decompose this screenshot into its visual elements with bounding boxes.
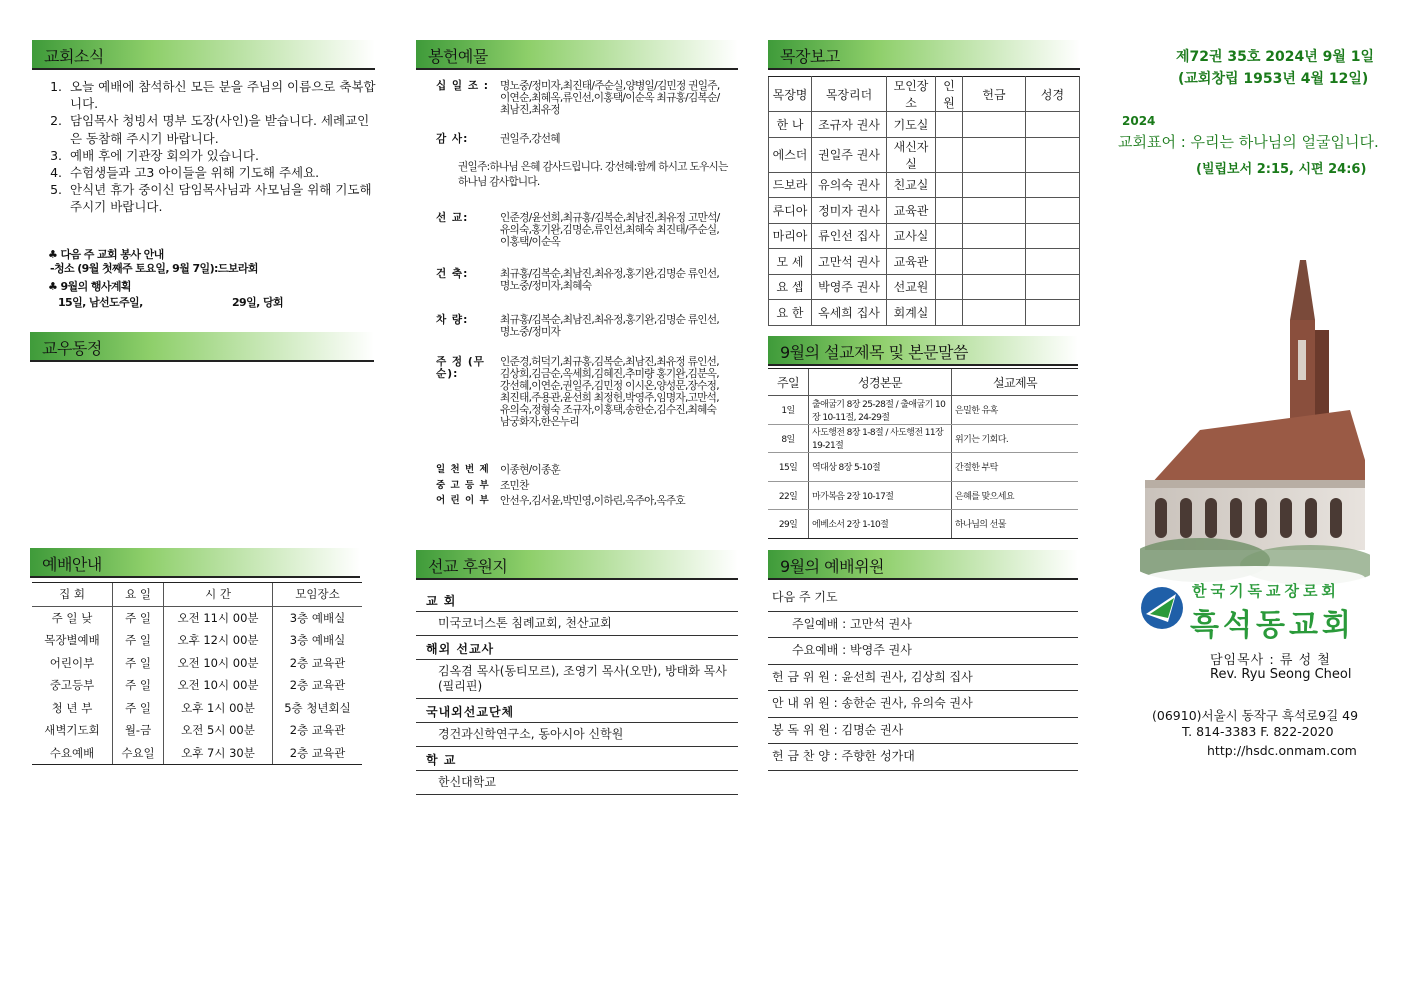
col-header: 모임장소 [273,583,363,607]
col-header: 주일 [768,369,809,396]
worship-table [32,582,362,765]
duty-header [768,550,1078,580]
website-link[interactable]: http://hsdc.onmam.com [1207,743,1357,758]
table-row: 22일 마가복음 2장 10-17절 은혜를 맞으세요 [768,481,1078,510]
col-header: 인원 [936,77,963,112]
church-name: 흑석동교회 [1190,608,1355,643]
table-row: 15일 역대상 8장 5-10절 간절한 부탁 [768,453,1078,482]
mission-category: 해외 선교사 [416,636,738,660]
motto: 교회표어 : 우리는 하나님의 얼굴입니다. [1118,133,1379,151]
news-list [46,78,376,216]
col-header: 성경 [1026,77,1080,112]
table-row: 목장별예배 주 일 오후 12시 00분 3층 예배실 [32,629,362,652]
address: (06910)서울시 동작구 흑석로9길 49 [1152,708,1359,723]
table-row: 주 일 낮 주 일 오전 11시 00분 3층 예배실 [32,606,362,629]
church-building-image [1140,260,1370,590]
duty-list [768,585,1078,771]
mission-title: 선교 후원지 [428,557,508,576]
members-header [30,332,374,362]
service-text: -청소 (9월 첫째주 토요일, 9월 7일):드보라회 [50,262,258,275]
list-item: 김옥겸 목사(동티모르), 조영기 목사(오만), 방태화 목사(필리핀) [416,660,738,699]
worship-title: 예배안내 [42,555,102,574]
sermon-title: 9월의 설교제목 및 본문말씀 [780,343,968,362]
offering-thanks-note: 권일주:하나님 은혜 감사드립니다. 강선혜:함께 하시고 도우시는 하나님 감사합니다. [458,161,728,188]
offering-title: 봉헌예물 [428,47,488,66]
list-item: 헌 금 위 원 : 윤선희 권사, 김상희 집사 [768,665,1078,692]
table-row: 어린이부 주 일 오전 10시 00분 2층 교육관 [32,652,362,675]
pastor-name: 담임목사 : 류 성 철 [1210,653,1331,668]
worship-header [30,548,360,578]
list-item: 봉 독 위 원 : 김명순 권사 [768,718,1078,745]
table-row: 1일 출애굽기 8장 25-28절 / 출애굽기 10장 10-11절, 24-29절 은밀한 유혹 [768,396,1078,425]
sermon-header [768,336,1078,366]
news-item: 5. 안식년 휴가 중이신 담임목사님과 사모님을 위해 기도해 주시기 바랍니다. [66,181,376,215]
news-item: 3. 예배 후에 기관장 회의가 있습니다. [66,147,376,164]
col-header: 헌금 [963,77,1026,112]
phone: T. 814-3383 F. 822-2020 [1182,724,1334,739]
table-row: 드보라 유의숙 권사 친교실 [769,172,1080,198]
mission-header [416,550,738,580]
list-item: 미국코너스톤 침례교회, 천산교회 [416,612,738,636]
list-item: 주일예배 : 고만석 권사 [768,612,1078,639]
table-row: 중고등부 주 일 오전 10시 00분 2층 교육관 [32,674,362,697]
motto-year: 2024 [1122,114,1156,128]
mokjang-table [768,76,1080,326]
table-row: 새벽기도회 월-금 오전 5시 00분 2층 교육관 [32,719,362,742]
denomination: 한국기독교장로회 [1192,582,1340,600]
table-row: 루디아 정미자 권사 교육관 [769,198,1080,224]
mokjang-title: 목장보고 [780,47,840,66]
duty-title: 9월의 예배위원 [780,557,885,576]
col-header: 목장명 [769,77,812,112]
list-item: 수요예배 : 박영주 권사 [768,638,1078,665]
mission-list [416,588,738,795]
volume-info: 제72권 35호 2024년 9월 1일 [1176,49,1375,65]
news-item: 1. 오늘 예배에 참석하신 모든 분을 주님의 이름으로 축복합니다. [66,78,376,112]
list-item: 다음 주 기도 [768,585,1078,612]
table-row: 요 한 옥세희 집사 회계실 [769,300,1080,326]
plan-title: ♣ 9월의 행사계획 [48,280,131,293]
table-row: 마리아 류인선 집사 교사실 [769,223,1080,249]
motto-ref: (빌립보서 2:15, 시편 24:6) [1196,162,1367,177]
col-header: 목장리더 [812,77,887,112]
news-item: 2. 담임목사 청빙서 명부 도장(사인)을 받습니다. 세례교인은 동참해 주시기 바랍니다. [66,112,376,146]
mokjang-header [768,40,1080,70]
news-item: 4. 수험생들과 고3 아이들을 위해 기도해 주세요. [66,164,376,181]
table-row: 한 나 조규자 권사 기도실 [769,112,1080,138]
table-row: 에스더 권일주 권사 새신자실 [769,137,1080,172]
col-header: 시 간 [164,583,273,607]
table-row: 29일 에베소서 2장 1-10절 하나님의 선물 [768,510,1078,539]
list-item: 한신대학교 [416,771,738,795]
sermon-table [768,368,1078,539]
plan-item: 29일, 당회 [232,296,283,309]
pastor-name-en: Rev. Ryu Seong Cheol [1210,667,1352,682]
col-header: 설교제목 [952,369,1079,396]
founded-info: (교회창립 1953년 4월 12일) [1178,71,1369,87]
service-title: ♣ 다음 주 교회 봉사 안내 [48,248,164,261]
table-row: 청 년 부 주 일 오후 1시 00분 5층 청년회실 [32,697,362,720]
col-header: 모인장소 [887,77,936,112]
plan-item: 15일, 남선도주일, [58,296,143,309]
news-header [32,40,375,70]
mission-category: 학 교 [416,747,738,771]
news-title: 교회소식 [44,47,104,66]
offering-header [416,40,738,70]
church-logo-icon [1138,584,1186,632]
mission-category: 국내외선교단체 [416,699,738,723]
table-row: 모 세 고만석 권사 교육관 [769,249,1080,275]
table-row: 8일 사도행전 8장 1-8절 / 사도행전 11장 19-21절 위기는 기회다. [768,424,1078,453]
col-header: 요 일 [113,583,164,607]
list-item: 경건과신학연구소, 동아시아 신학원 [416,723,738,747]
col-header: 성경본문 [809,369,952,396]
table-row: 수요예배 수요일 오후 7시 30분 2층 교육관 [32,742,362,765]
table-row: 요 셉 박영주 권사 선교원 [769,274,1080,300]
list-item: 헌 금 찬 양 : 주향한 성가대 [768,744,1078,771]
list-item: 안 내 위 원 : 송한순 권사, 유의숙 권사 [768,691,1078,718]
mission-category: 교 회 [416,588,738,612]
members-title: 교우동정 [42,339,102,358]
col-header: 집 회 [32,583,113,607]
